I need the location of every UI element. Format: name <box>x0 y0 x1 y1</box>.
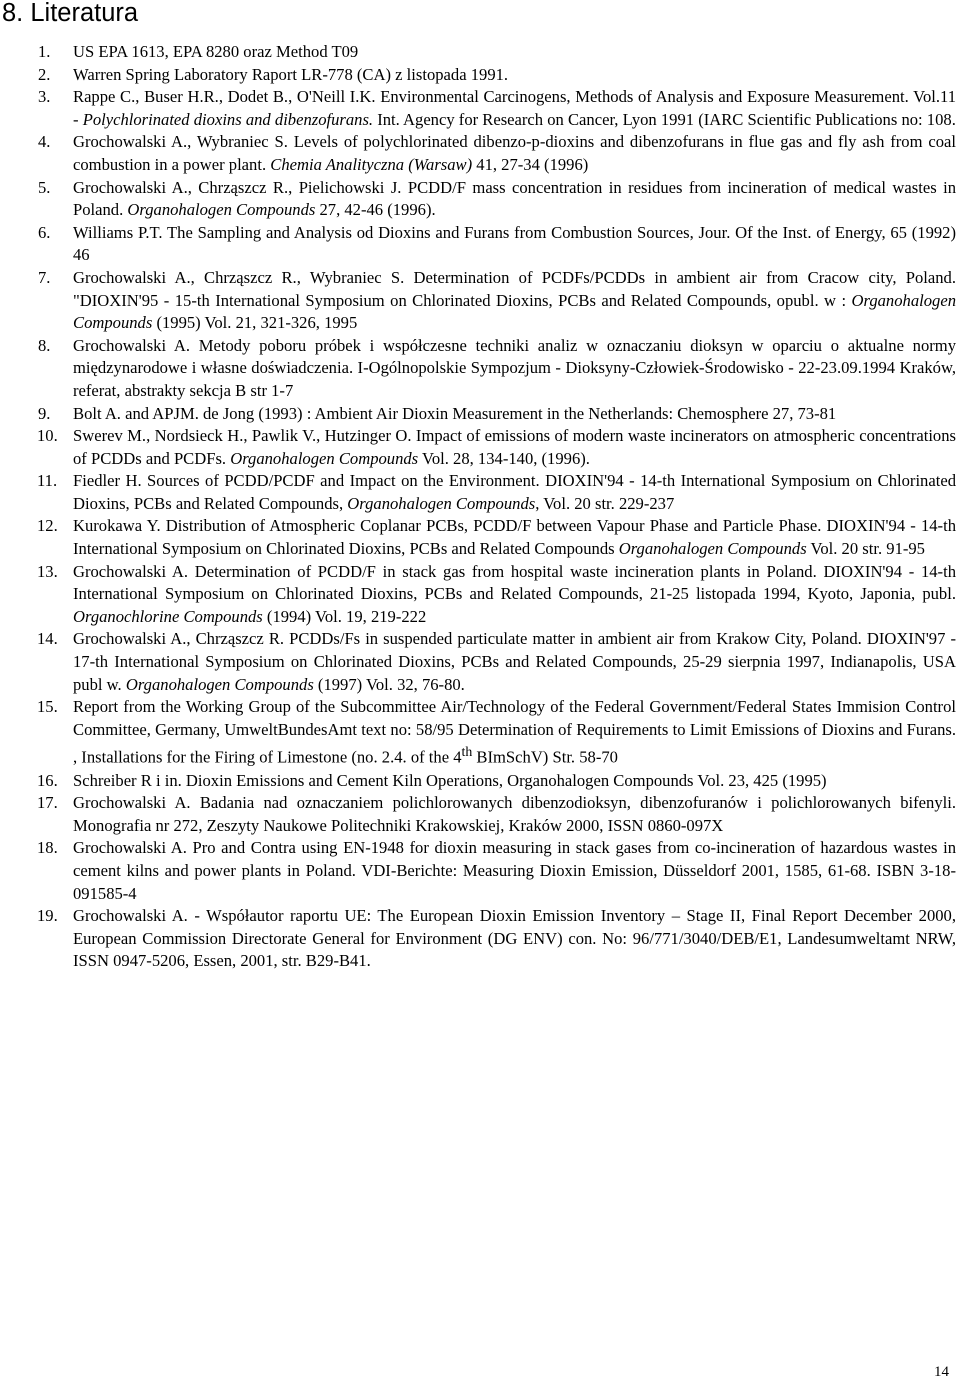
reference-item <box>0 837 956 905</box>
reference-item <box>0 792 956 837</box>
reference-text-segment: (1994) Vol. 19, 219-222 <box>262 606 427 626</box>
reference-text-segment: Grochowalski A. - Współautor raportu UE: The European Dioxin Emission Inventory – Stage II, Final Report December 2000, European Commission Directorate General for Environment (DG ENV) con. No: 96/771/3040/DEB/E1, Landesumweltamt NRW, ISSN 0947-5206, Essen, 2001, str. B29-B41. <box>73 906 956 971</box>
reference-list <box>0 41 956 973</box>
reference-text <box>73 41 956 64</box>
reference-item <box>0 131 956 176</box>
reference-text <box>73 335 956 403</box>
reference-item <box>0 64 956 87</box>
reference-text-segment: Fiedler H. Sources of PCDD/PCDF and Impact on the Environment. DIOXIN'94 - 14-th International Symposium on Chlorinated Dioxins, PCBs and Related Compounds, <box>73 471 956 513</box>
reference-text <box>73 131 956 176</box>
reference-text <box>73 628 956 696</box>
reference-text-segment: 27, 42-46 (1996). <box>315 200 436 220</box>
reference-number: 14. <box>37 629 58 649</box>
reference-item <box>0 561 956 629</box>
reference-text-segment: Vol. 28, 134-140, (1996). <box>418 448 590 468</box>
reference-text <box>73 86 956 131</box>
reference-number: 11. <box>37 471 58 491</box>
reference-text-segment: US EPA 1613, EPA 8280 oraz Method T09 <box>73 42 359 61</box>
reference-text-segment: Grochowalski A., Chrząszcz R., Wybraniec S. Determination of PCDFs/PCDDs in ambient air from Cracow city, Poland. "DIOXIN'95 - 15-th International Symposium on Chlorinated Dioxins, PCBs and Related Compounds, opubl. w : <box>73 267 956 310</box>
reference-item <box>0 470 956 515</box>
reference-number: 16. <box>37 770 58 790</box>
reference-text <box>73 696 956 769</box>
reference-number: 10. <box>37 426 58 446</box>
reference-text-segment: Warren Spring Laboratory Raport LR-778 (CA) z listopada 1991. <box>73 64 509 84</box>
reference-text <box>73 425 956 470</box>
reference-italic-title: Organohalogen Compounds <box>73 290 956 333</box>
reference-text-segment: Report from the Working Group of the Subcommittee Air/Technology of the Federal Government/Federal States Immision Control Committee, Germany, UmweltBundesAmt text no: 58/95 Determination of Requirements to Limit Emissions of Dioxins and Furans. , Installations for the Firing of Limestone (no. 2.4. of the 4 <box>73 697 956 767</box>
reference-item <box>0 696 956 769</box>
reference-text-segment: Schreiber R i in. Dioxin Emissions and Cement Kiln Operations, Organohalogen Compounds Vol. 23, 425 (1995) <box>73 770 827 790</box>
reference-italic-title: Polychlorinated dioxins and <box>82 109 271 129</box>
reference-text-segment: Grochowalski A. Badania nad oznaczaniem polichlorowanych dibenzodioksyn, dibenzofuranów i polichlorowanych bifenyli. Monografia nr 272, Zeszyty Naukowe Politechniki Krakowskiej, Kraków 2000, ISSN 0860-097X <box>73 793 956 835</box>
reference-number: 12. <box>37 516 58 536</box>
reference-italic-title: Organohalogen Compounds <box>347 493 536 513</box>
reference-number: 4. <box>38 132 51 152</box>
reference-text-segment: Grochowalski A., Chrząszcz R., Pielichowski J. PCDD/F mass concentration in residues from incineration of medical wastes in Poland. <box>73 177 956 220</box>
reference-number: 8. <box>38 335 51 355</box>
reference-text-segment: BImSchV) Str. 58-70 <box>472 747 618 767</box>
reference-item <box>0 403 956 426</box>
reference-text <box>73 792 956 837</box>
reference-text <box>73 64 956 87</box>
reference-item <box>0 222 956 267</box>
reference-item <box>0 425 956 470</box>
reference-italic-title: Organohalogen Compounds <box>125 674 314 694</box>
reference-item <box>0 628 956 696</box>
reference-italic-title: dibenzofurans. <box>274 109 374 129</box>
reference-number: 2. <box>38 64 51 84</box>
reference-text-segment: Williams P.T. The Sampling and Analysis od Dioxins and Furans from Combustion Sources, Jour. Of the Inst. of Energy, 65 (1992) 46 <box>73 222 956 265</box>
reference-text-segment: Bolt A. and APJM. de Jong (1993) : Ambient Air Dioxin Measurement in the Netherlands: Chemosphere 27, 73-81 <box>73 403 837 423</box>
reference-number: 6. <box>38 222 51 242</box>
reference-number: 13. <box>37 561 58 581</box>
reference-text <box>73 222 956 267</box>
reference-item <box>0 177 956 222</box>
reference-text <box>73 837 956 905</box>
reference-text-segment: , Vol. 20 str. 229-237 <box>535 493 675 513</box>
reference-text-segment: Grochowalski A., Chrząszcz R. PCDDs/Fs in suspended particulate matter in ambient air from Krakow City, Poland. DIOXIN'97 - 17-th International Symposium on Chlorinated Dioxins, PCBs and Related Compounds, 25-29 sierpnia 1997, Indianapolis, USA publ w. <box>73 629 956 694</box>
reference-number: 15. <box>37 697 58 717</box>
reference-number: 19. <box>37 906 58 926</box>
reference-italic-title: Organohalogen Compounds <box>618 539 807 559</box>
reference-item <box>0 41 956 64</box>
reference-item <box>0 515 956 560</box>
reference-superscript: th <box>461 744 473 760</box>
reference-text-segment: Int. Agency for Research on Cancer, Lyon 1991 (IARC Scientific Publications no: 108. <box>373 109 956 129</box>
reference-text-segment: Grochowalski A. Determination of PCDD/F in stack gas from hospital waste incineration plants in Poland. DIOXIN'94 - 14-th International Symposium on Chlorinated Dioxins, PCBs and Related Compounds, 21-25 listopada 1994, Kyoto, Japonia, publ. <box>73 561 956 604</box>
reference-text-segment: Grochowalski A., Wybraniec S. Levels of polychlorinated dibenzo-p-dioxins and dibenzofurans in flue gas and fly ash from coal combustion in a power plant. <box>73 132 956 174</box>
reference-italic-title: Organohalogen Compounds <box>230 448 419 468</box>
reference-text-segment: Grochowalski A. Metody poboru próbek i współczesne techniki analiz w oznaczaniu dioksyn w oparciu o aktualne normy międzynarodowe i własne doświadczenia. I-Ogólnopolskie Sympozjum - Dioksyny-Człowiek-Środowisko - 22-23.09.1994 Kraków, referat, abstrakty sekcja B str 1-7 <box>73 335 956 400</box>
page-number: 14 <box>934 1364 949 1380</box>
reference-italic-title: Chemia Analityczna (Warsaw) <box>270 154 473 174</box>
reference-text <box>73 177 956 222</box>
reference-italic-title: Organochlorine Compounds <box>73 606 263 626</box>
reference-number: 9. <box>38 403 51 423</box>
section-heading: 8. Literatura <box>2 0 139 27</box>
reference-item <box>0 86 956 131</box>
reference-text <box>73 470 956 515</box>
reference-number: 1. <box>38 42 51 61</box>
reference-number: 17. <box>37 793 58 813</box>
reference-number: 3. <box>38 87 51 107</box>
reference-text-segment: (1997) Vol. 32, 76-80. <box>313 674 465 694</box>
reference-item <box>0 905 956 973</box>
reference-text <box>73 770 956 793</box>
reference-italic-title: Organohalogen Compounds <box>127 200 316 220</box>
reference-text <box>73 905 956 973</box>
reference-text <box>73 561 956 629</box>
reference-text-segment: Vol. 20 str. 91-95 <box>806 539 925 559</box>
reference-text-segment: Swerev M., Nordsieck H., Pawlik V., Hutzinger O. Impact of emissions of modern waste incinerators on atmospheric concentrations of PCDDs and PCDFs. <box>73 426 956 468</box>
reference-text-segment: 41, 27-34 (1996) <box>472 154 589 174</box>
reference-text-segment: (1995) Vol. 21, 321-326, 1995 <box>152 313 358 333</box>
reference-item <box>0 267 956 335</box>
reference-text-segment: Grochowalski A. Pro and Contra using EN-1948 for dioxin measuring in stack gases from co-incineration of hazardous wastes in cement kilns and power plants in Poland. VDI-Berichte: Measuring Dioxin Emission, Düsseldorf 2001, 1585, 61-68. ISBN 3-18-091585-4 <box>73 838 956 903</box>
reference-text <box>73 267 956 335</box>
reference-text <box>73 515 956 560</box>
reference-text-segment: Kurokawa Y. Distribution of Atmospheric Coplanar PCBs, PCDD/F between Vapour Phase and Particle Phase. DIOXIN'94 - 14-th International Symposium on Chlorinated Dioxins, PCBs and Related Compounds <box>73 516 956 559</box>
reference-number: 5. <box>38 177 51 197</box>
reference-text <box>73 403 956 426</box>
reference-item <box>0 770 956 793</box>
reference-number: 7. <box>38 267 51 287</box>
reference-text-segment: Rappe C., Buser H.R., Dodet B., O'Neill I.K. Environmental Carcinogens, Methods of Analysis and Exposure Measurement. Vol.11 - <box>73 87 956 129</box>
reference-item <box>0 335 956 403</box>
reference-number: 18. <box>37 838 58 858</box>
